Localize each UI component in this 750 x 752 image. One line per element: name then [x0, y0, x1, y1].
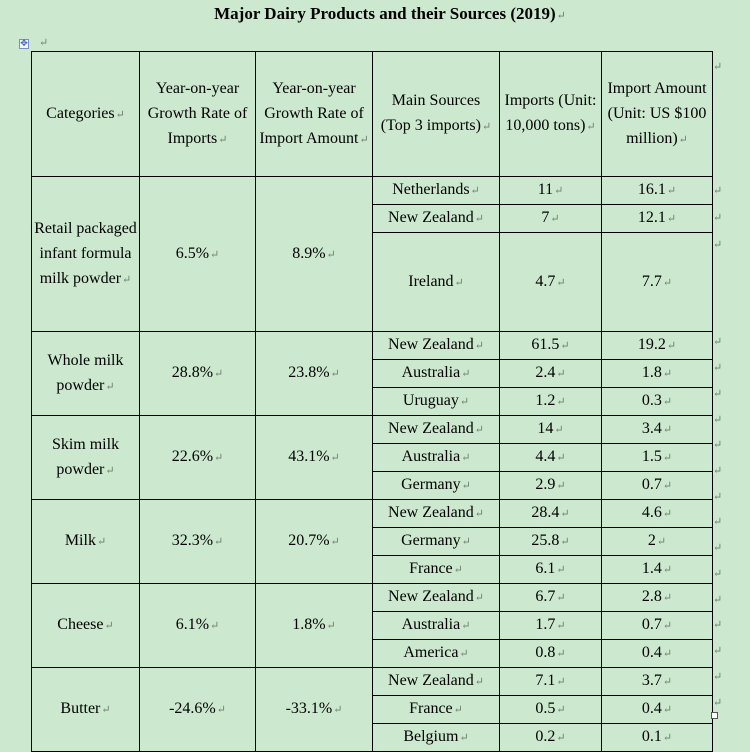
row-end-mark-icon: ↵	[713, 439, 723, 451]
imports-cell: 6.1↵	[500, 556, 602, 584]
growth-amount-cell: 1.8%↵	[256, 584, 373, 668]
imports-cell: 2.4↵	[500, 360, 602, 388]
document-title	[0, 4, 750, 24]
source-cell: Uruguay↵	[373, 388, 500, 416]
imports-cell: 1.7↵	[500, 612, 602, 640]
row-end-mark-icon: ↵	[713, 61, 723, 73]
row-end-mark-icon: ↵	[713, 212, 723, 224]
amount-cell: 16.1↵	[602, 177, 713, 205]
source-cell: New Zealand↵	[373, 205, 500, 233]
growth-imports-cell: -24.6%↵	[140, 668, 256, 752]
growth-imports-cell: 6.5%↵	[140, 177, 256, 332]
table-row	[32, 177, 713, 205]
table-row	[32, 500, 713, 528]
imports-cell: 7.1↵	[500, 668, 602, 696]
amount-cell: 12.1↵	[602, 205, 713, 233]
table-resize-handle-icon[interactable]	[711, 712, 718, 719]
row-end-mark-icon: ↵	[713, 594, 723, 606]
imports-cell: 1.2↵	[500, 388, 602, 416]
amount-cell: 3.4↵	[602, 416, 713, 444]
row-end-marks	[713, 0, 725, 722]
row-end-mark-icon: ↵	[713, 619, 723, 631]
source-cell: New Zealand↵	[373, 584, 500, 612]
source-cell: Australia↵	[373, 612, 500, 640]
row-end-mark-icon: ↵	[713, 491, 723, 503]
source-cell: Australia↵	[373, 360, 500, 388]
header-growth-amount: Year-on-year Growth Rate of Import Amount↵	[256, 52, 373, 177]
amount-cell: 19.2↵	[602, 332, 713, 360]
header-row	[32, 52, 713, 177]
row-end-mark-icon: ↵	[713, 568, 723, 580]
paragraph-mark-icon: ↵	[39, 37, 49, 49]
imports-cell: 28.4↵	[500, 500, 602, 528]
source-cell: New Zealand↵	[373, 332, 500, 360]
imports-cell: 11↵	[500, 177, 602, 205]
growth-amount-cell: -33.1%↵	[256, 668, 373, 752]
amount-cell: 0.7↵	[602, 472, 713, 500]
amount-cell: 1.5↵	[602, 444, 713, 472]
imports-cell: 7↵	[500, 205, 602, 233]
row-end-mark-icon: ↵	[713, 239, 723, 251]
growth-amount-cell: 8.9%↵	[256, 177, 373, 332]
header-import-amount: Import Amount (Unit: US $100 million)↵	[602, 52, 713, 177]
row-end-mark-icon: ↵	[713, 388, 723, 400]
source-cell: France↵	[373, 556, 500, 584]
amount-cell: 2↵	[602, 528, 713, 556]
growth-imports-cell: 6.1%↵	[140, 584, 256, 668]
amount-cell: 0.1↵	[602, 724, 713, 752]
source-cell: New Zealand↵	[373, 416, 500, 444]
amount-cell: 4.6↵	[602, 500, 713, 528]
growth-imports-cell: 28.8%↵	[140, 332, 256, 416]
row-end-mark-icon: ↵	[713, 645, 723, 657]
amount-cell: 0.3↵	[602, 388, 713, 416]
table-body	[32, 177, 713, 752]
growth-amount-cell: 23.8%↵	[256, 332, 373, 416]
imports-cell: 0.2↵	[500, 724, 602, 752]
table-move-handle-icon[interactable]: ✥	[20, 39, 28, 49]
category-cell: Milk↵	[32, 500, 140, 584]
source-cell: Germany↵	[373, 528, 500, 556]
row-end-mark-icon: ↵	[713, 414, 723, 426]
imports-cell: 61.5↵	[500, 332, 602, 360]
paragraph-mark-icon: ↵	[556, 10, 566, 22]
row-end-mark-icon: ↵	[713, 516, 723, 528]
amount-cell: 0.7↵	[602, 612, 713, 640]
row-end-mark-icon: ↵	[713, 362, 723, 374]
table-row	[32, 416, 713, 444]
source-cell: New Zealand↵	[373, 668, 500, 696]
header-imports: Imports (Unit: 10,000 tons)↵	[500, 52, 602, 177]
imports-cell: 2.9↵	[500, 472, 602, 500]
imports-cell: 4.7↵	[500, 233, 602, 332]
row-end-mark-icon: ↵	[713, 336, 723, 348]
category-cell: Whole milk powder↵	[32, 332, 140, 416]
row-end-mark-icon: ↵	[713, 671, 723, 683]
source-cell: France↵	[373, 696, 500, 724]
imports-cell: 25.8↵	[500, 528, 602, 556]
amount-cell: 0.4↵	[602, 696, 713, 724]
source-cell: America↵	[373, 640, 500, 668]
row-end-mark-icon: ↵	[713, 697, 723, 709]
source-cell: Belgium↵	[373, 724, 500, 752]
growth-imports-cell: 32.3%↵	[140, 500, 256, 584]
source-cell: Australia↵	[373, 444, 500, 472]
imports-cell: 0.5↵	[500, 696, 602, 724]
source-cell: New Zealand↵	[373, 500, 500, 528]
growth-amount-cell: 43.1%↵	[256, 416, 373, 500]
amount-cell: 2.8↵	[602, 584, 713, 612]
dairy-imports-table	[31, 51, 713, 752]
imports-cell: 4.4↵	[500, 444, 602, 472]
source-cell: Netherlands↵	[373, 177, 500, 205]
category-cell: Retail packaged infant formula milk powder↵	[32, 177, 140, 332]
amount-cell: 7.7↵	[602, 233, 713, 332]
row-end-mark-icon: ↵	[713, 465, 723, 477]
row-end-mark-icon: ↵	[713, 185, 723, 197]
document-title-text: Major Dairy Products and their Sources (2019)	[214, 4, 556, 23]
amount-cell: 3.7↵	[602, 668, 713, 696]
amount-cell: 1.4↵	[602, 556, 713, 584]
table-row	[32, 668, 713, 696]
table-row	[32, 332, 713, 360]
imports-cell: 0.8↵	[500, 640, 602, 668]
imports-cell: 14↵	[500, 416, 602, 444]
category-cell: Butter↵	[32, 668, 140, 752]
category-cell: Skim milk powder↵	[32, 416, 140, 500]
growth-imports-cell: 22.6%↵	[140, 416, 256, 500]
row-end-mark-icon: ↵	[713, 542, 723, 554]
growth-amount-cell: 20.7%↵	[256, 500, 373, 584]
table-row	[32, 584, 713, 612]
amount-cell: 1.8↵	[602, 360, 713, 388]
imports-cell: 6.7↵	[500, 584, 602, 612]
source-cell: Germany↵	[373, 472, 500, 500]
header-main-sources: Main Sources (Top 3 imports)↵	[373, 52, 500, 177]
amount-cell: 0.4↵	[602, 640, 713, 668]
source-cell: Ireland↵	[373, 233, 500, 332]
header-growth-imports: Year-on-year Growth Rate of Imports↵	[140, 52, 256, 177]
category-cell: Cheese↵	[32, 584, 140, 668]
header-categories: Categories↵	[32, 52, 140, 177]
